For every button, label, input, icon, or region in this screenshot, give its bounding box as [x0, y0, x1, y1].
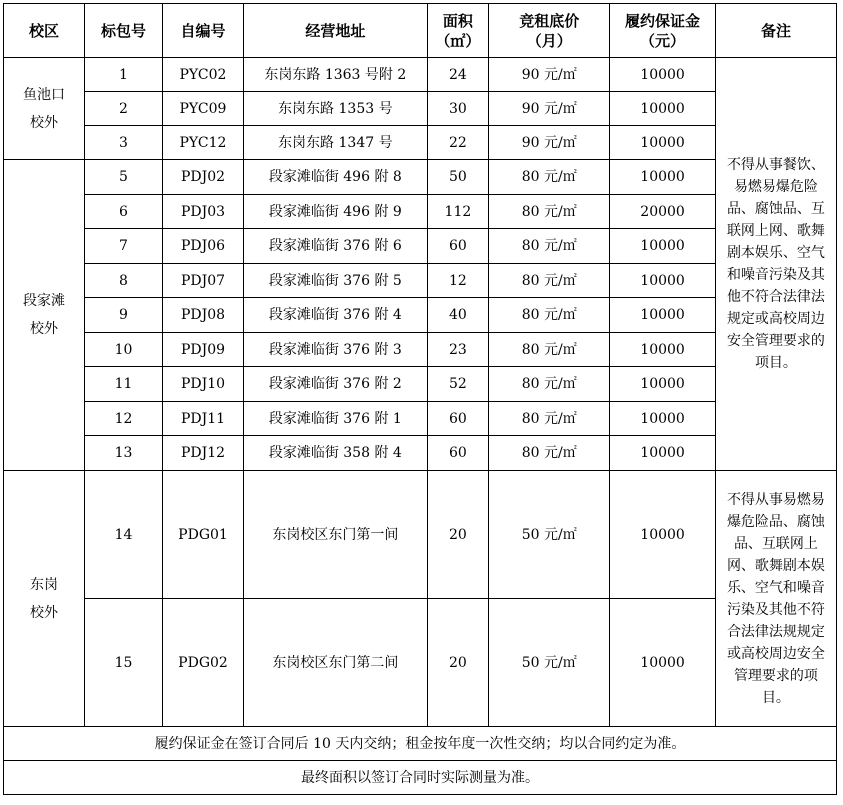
cell-code: PYC12 — [162, 126, 243, 160]
footer-row-payment — [4, 727, 837, 761]
cell-lot: 1 — [85, 58, 163, 92]
cell-code: PDJ03 — [162, 195, 243, 229]
campus-donggang: 东岗 校外 — [4, 471, 85, 727]
table-row — [4, 402, 837, 436]
cell-deposit: 10000 — [610, 367, 716, 402]
cell-rent: 50 元/㎡ — [489, 599, 610, 727]
cell-area: 112 — [427, 195, 489, 229]
table-row — [4, 333, 837, 367]
cell-lot: 9 — [85, 298, 163, 333]
cell-address: 段家滩临街 496 附 9 — [244, 195, 428, 229]
cell-rent: 80 元/㎡ — [489, 160, 610, 195]
cell-address: 段家滩临街 376 附 6 — [244, 229, 428, 264]
cell-area: 50 — [427, 160, 489, 195]
cell-lot: 8 — [85, 264, 163, 298]
cell-rent: 90 元/㎡ — [489, 58, 610, 92]
header-address: 经营地址 — [244, 4, 428, 58]
cell-address: 段家滩临街 376 附 1 — [244, 402, 428, 436]
cell-rent: 80 元/㎡ — [489, 264, 610, 298]
cell-rent: 90 元/㎡ — [489, 126, 610, 160]
cell-area: 20 — [427, 599, 489, 727]
cell-deposit: 10000 — [610, 471, 716, 599]
cell-deposit: 10000 — [610, 58, 716, 92]
cell-lot: 3 — [85, 126, 163, 160]
table-row — [4, 599, 837, 727]
cell-lot: 14 — [85, 471, 163, 599]
header-area: 面积 （㎡） — [427, 4, 489, 58]
cell-rent: 80 元/㎡ — [489, 298, 610, 333]
table-row — [4, 367, 837, 402]
cell-area: 22 — [427, 126, 489, 160]
cell-area: 20 — [427, 471, 489, 599]
cell-code: PDJ11 — [162, 402, 243, 436]
cell-rent: 80 元/㎡ — [489, 436, 610, 471]
cell-deposit: 20000 — [610, 195, 716, 229]
cell-code: PDJ08 — [162, 298, 243, 333]
cell-deposit: 10000 — [610, 599, 716, 727]
cell-rent: 80 元/㎡ — [489, 333, 610, 367]
cell-code: PYC02 — [162, 58, 243, 92]
campus-yuchikou: 鱼池口 校外 — [4, 58, 85, 160]
cell-code: PDG01 — [162, 471, 243, 599]
cell-code: PDJ06 — [162, 229, 243, 264]
cell-lot: 5 — [85, 160, 163, 195]
cell-address: 段家滩临街 376 附 4 — [244, 298, 428, 333]
cell-lot: 6 — [85, 195, 163, 229]
table-row — [4, 298, 837, 333]
table-row — [4, 229, 837, 264]
footer-area-note: 最终面积以签订合同时实际测量为准。 — [4, 761, 837, 795]
cell-address: 东岗东路 1353 号 — [244, 92, 428, 126]
cell-area: 60 — [427, 402, 489, 436]
table-row — [4, 195, 837, 229]
header-campus: 校区 — [4, 4, 85, 58]
cell-code: PDJ09 — [162, 333, 243, 367]
cell-code: PDJ02 — [162, 160, 243, 195]
cell-lot: 10 — [85, 333, 163, 367]
cell-address: 东岗东路 1347 号 — [244, 126, 428, 160]
cell-code: PDJ10 — [162, 367, 243, 402]
remark-upper: 不得从事餐饮、易燃易爆危险品、腐蚀品、互联网上网、歌舞剧本娱乐、空气和噪音污染及其他不符合法律法规定或高校周边安全管理要求的项目。 — [715, 58, 836, 471]
lease-table — [3, 3, 837, 795]
cell-address: 段家滩临街 358 附 4 — [244, 436, 428, 471]
cell-address: 东岗校区东门第一间 — [244, 471, 428, 599]
campus-duanjiatan: 段家滩 校外 — [4, 160, 85, 471]
cell-deposit: 10000 — [610, 333, 716, 367]
cell-rent: 50 元/㎡ — [489, 471, 610, 599]
cell-rent: 80 元/㎡ — [489, 402, 610, 436]
cell-rent: 90 元/㎡ — [489, 92, 610, 126]
cell-deposit: 10000 — [610, 402, 716, 436]
cell-lot: 2 — [85, 92, 163, 126]
cell-area: 40 — [427, 298, 489, 333]
cell-code: PDJ07 — [162, 264, 243, 298]
cell-address: 东岗校区东门第二间 — [244, 599, 428, 727]
cell-deposit: 10000 — [610, 229, 716, 264]
cell-lot: 15 — [85, 599, 163, 727]
cell-area: 52 — [427, 367, 489, 402]
cell-code: PYC09 — [162, 92, 243, 126]
table-row — [4, 160, 837, 195]
cell-area: 23 — [427, 333, 489, 367]
cell-rent: 80 元/㎡ — [489, 195, 610, 229]
header-remark: 备注 — [715, 4, 836, 58]
cell-deposit: 10000 — [610, 160, 716, 195]
header-rent: 竞租底价 （月） — [489, 4, 610, 58]
cell-area: 24 — [427, 58, 489, 92]
table-row — [4, 471, 837, 599]
cell-lot: 7 — [85, 229, 163, 264]
header-deposit: 履约保证金 （元） — [610, 4, 716, 58]
table-row — [4, 92, 837, 126]
cell-code: PDG02 — [162, 599, 243, 727]
cell-area: 30 — [427, 92, 489, 126]
cell-rent: 80 元/㎡ — [489, 229, 610, 264]
cell-address: 东岗东路 1363 号附 2 — [244, 58, 428, 92]
cell-area: 60 — [427, 436, 489, 471]
table-row — [4, 436, 837, 471]
cell-lot: 11 — [85, 367, 163, 402]
footer-payment: 履约保证金在签订合同后 10 天内交纳；租金按年度一次性交纳；均以合同约定为准。 — [4, 727, 837, 761]
header-lot: 标包号 — [85, 4, 163, 58]
cell-address: 段家滩临街 496 附 8 — [244, 160, 428, 195]
table-row — [4, 126, 837, 160]
cell-code: PDJ12 — [162, 436, 243, 471]
cell-deposit: 10000 — [610, 436, 716, 471]
cell-lot: 13 — [85, 436, 163, 471]
header-row — [4, 4, 837, 58]
cell-deposit: 10000 — [610, 126, 716, 160]
cell-area: 12 — [427, 264, 489, 298]
cell-address: 段家滩临街 376 附 5 — [244, 264, 428, 298]
cell-deposit: 10000 — [610, 298, 716, 333]
remark-lower: 不得从事易燃易爆危险品、腐蚀品、互联网上网、歌舞剧本娱乐、空气和噪音污染及其他不符合法律法规规定或高校周边安全管理要求的项目。 — [715, 471, 836, 727]
cell-rent: 80 元/㎡ — [489, 367, 610, 402]
footer-row-area — [4, 761, 837, 795]
cell-area: 60 — [427, 229, 489, 264]
cell-address: 段家滩临街 376 附 2 — [244, 367, 428, 402]
header-code: 自编号 — [162, 4, 243, 58]
cell-deposit: 10000 — [610, 92, 716, 126]
cell-deposit: 10000 — [610, 264, 716, 298]
cell-address: 段家滩临街 376 附 3 — [244, 333, 428, 367]
table-row — [4, 58, 837, 92]
table-row — [4, 264, 837, 298]
cell-lot: 12 — [85, 402, 163, 436]
